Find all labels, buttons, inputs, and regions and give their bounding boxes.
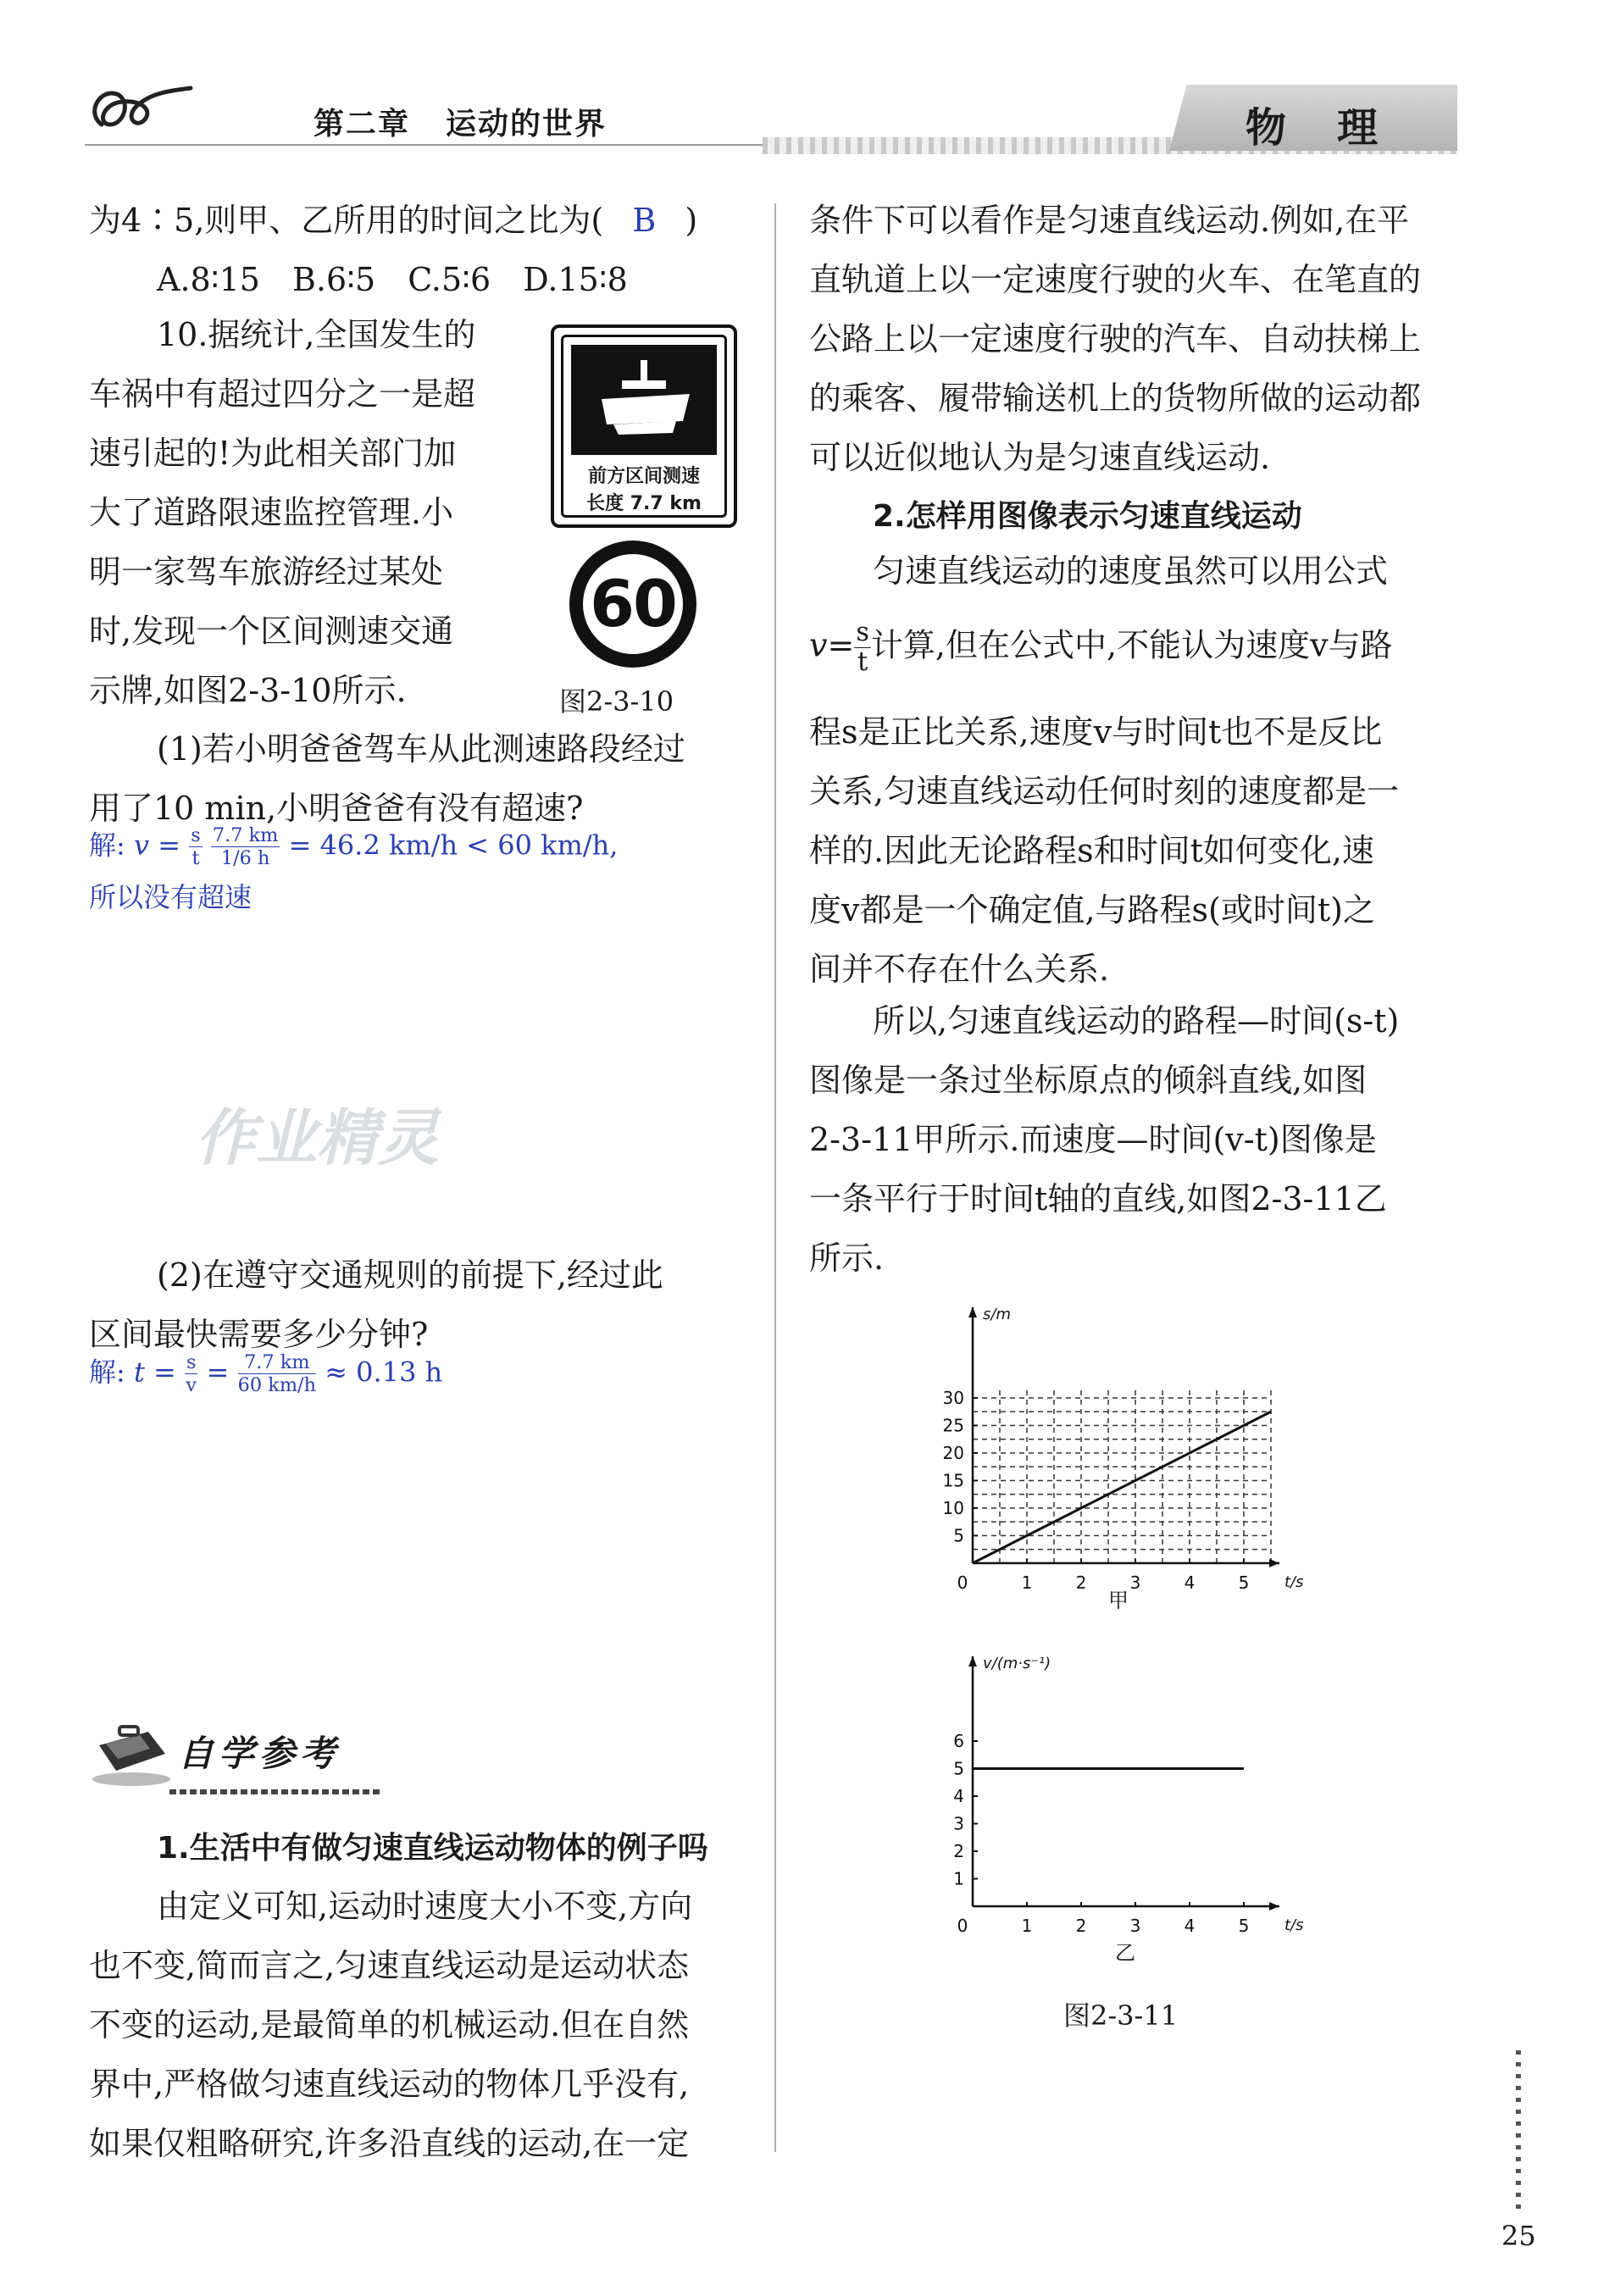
y-tick-label: 4 — [953, 1786, 964, 1806]
sol-result: = 46.2 km/h < 60 km/h, — [288, 829, 619, 862]
q9-answer: B — [632, 202, 657, 239]
sub1-line: (1)若小明爸爸驾车从此测速路段经过 — [157, 730, 685, 768]
subject-title: 物理 — [1246, 104, 1429, 152]
x-axis-arrow — [1269, 1559, 1279, 1567]
sol-result: ≈ 0.13 h — [325, 1356, 443, 1389]
sol-equals: = — [206, 1356, 230, 1389]
p3-line: 图像是一条过坐标原点的倾斜直线,如图 — [809, 1062, 1368, 1099]
st-graph — [932, 1301, 1339, 1614]
page-number: 25 — [1501, 2220, 1536, 2252]
x-tick-label: 5 — [1238, 1572, 1250, 1593]
y-tick-label: 10 — [942, 1498, 964, 1518]
y-tick-label: 30 — [942, 1388, 964, 1408]
y-tick-label: 2 — [953, 1841, 964, 1861]
y-axis-arrow — [968, 1656, 977, 1667]
y-tick-label: 25 — [942, 1415, 964, 1436]
x-tick-label: 3 — [1129, 1916, 1141, 1936]
sub2-line: 区间最快需要多少分钟? — [89, 1316, 429, 1353]
q10-line: 速引起的!为此相关部门加 — [89, 435, 457, 472]
q10-line: 示牌,如图2-3-10所示. — [89, 672, 407, 709]
y-axis-arrow — [968, 1307, 977, 1317]
p3-line: 所以,匀速直线运动的路程—时间(s-t) — [873, 1002, 1400, 1040]
p3-line: 一条平行于时间t轴的直线,如图2-3-11乙 — [809, 1180, 1387, 1217]
sol-var: v = — [133, 829, 181, 862]
y-tick-label: 6 — [953, 1731, 964, 1751]
x-axis-label: t/s — [1284, 1916, 1304, 1934]
fig-2-3-10-caption: 图2-3-10 — [559, 685, 674, 718]
sec1-line: 也不变,简而言之,匀速直线运动是运动状态 — [89, 1947, 690, 1984]
fig-2-3-11-caption: 图2-3-11 — [1063, 1999, 1179, 2032]
q10-line: 大了道路限速监控管理.小 — [89, 494, 454, 531]
p2-line: 程s是正比关系,速度v与时间t也不是反比 — [809, 713, 1383, 751]
q9-stem-text: 为4∶5,则甲、乙所用的时间之比为( — [89, 202, 604, 239]
p3-line: 2-3-11甲所示.而速度—时间(v-t)图像是 — [809, 1121, 1377, 1158]
chapter-number: 第二章 — [313, 107, 411, 141]
q9-stem-end — [89, 202, 697, 241]
p2-line-1: 匀速直线运动的速度虽然可以用公式 — [873, 552, 1389, 590]
x-tick-label: 3 — [1129, 1572, 1141, 1593]
x-tick-label: 5 — [1238, 1916, 1250, 1936]
sol-prefix: 解: — [89, 1356, 125, 1389]
briefcase-icon — [89, 1720, 174, 1788]
x-tick-label: 0 — [957, 1916, 968, 1936]
column-divider — [774, 203, 776, 2152]
fraction-s-over-t: $\frac{s}{t}$ — [856, 618, 869, 678]
p1-line: 公路上以一定速度行驶的汽车、自动扶梯上 — [809, 320, 1422, 358]
p2-line: 关系,匀速直线运动任何时刻的速度都是一 — [809, 773, 1400, 810]
y-tick-label: 15 — [942, 1470, 964, 1491]
x-tick-label: 4 — [1184, 1916, 1196, 1936]
chart-title: 甲 — [1108, 1589, 1129, 1612]
y-tick-label: 3 — [953, 1813, 964, 1834]
sub1-conclusion: 所以没有超速 — [89, 881, 252, 913]
speed-sign-figure — [551, 324, 737, 718]
section-2-title: 2.怎样用图像表示匀速直线运动 — [873, 499, 1302, 534]
section-speed-sign — [551, 324, 737, 528]
page-number-dots — [1516, 2050, 1521, 2211]
sub2-solution — [89, 1353, 442, 1395]
p1-line: 直轨道上以一定速度行驶的火车、在笔直的 — [809, 261, 1422, 298]
fraction-s-over-t: $\frac{s}{t}$ — [191, 824, 201, 870]
sec1-line: 由定义可知,运动时速度大小不变,方向 — [157, 1888, 693, 1925]
x-axis-label: t/s — [1284, 1573, 1304, 1591]
y-tick-label: 5 — [953, 1758, 964, 1779]
formula-rest: 计算,但在公式中,不能认为速度v与路 — [870, 626, 1393, 664]
y-axis-label: v/(m·s⁻¹) — [983, 1655, 1051, 1672]
y-tick-label: 5 — [953, 1525, 964, 1546]
sign-line-1: 前方区间测速 — [587, 466, 700, 487]
sec1-line: 如果仅粗略研究,许多沿直线的运动,在一定 — [89, 2125, 690, 2162]
sec1-line: 界中,严格做匀速直线运动的物体几乎没有, — [89, 2066, 690, 2103]
p2-line: 样的.因此无论路程s和时间t如何变化,速 — [809, 832, 1374, 869]
q10-line: 时,发现一个区间测速交通 — [89, 613, 454, 650]
x-tick-label: 1 — [1021, 1572, 1033, 1593]
vt-graph — [932, 1648, 1339, 1965]
q10-line: 10.据统计,全国发生的 — [157, 316, 476, 353]
p2-formula-line — [809, 620, 1393, 676]
speed-limit-sign — [569, 541, 696, 668]
fraction-distance-over-speed: $\frac{7.7 km}{60 km/h}$ — [237, 1351, 317, 1397]
chapter-logo-icon — [85, 78, 195, 137]
x-tick-label: 0 — [957, 1572, 968, 1593]
y-tick-label: 1 — [953, 1868, 964, 1889]
y-tick-label: 20 — [942, 1443, 964, 1463]
x-tick-label: 1 — [1021, 1916, 1033, 1936]
sol-var: t = — [133, 1356, 176, 1389]
p3-line: 所示. — [809, 1240, 885, 1277]
self-study-underline — [169, 1789, 381, 1794]
chart-title: 乙 — [1115, 1941, 1135, 1965]
fraction-distance-over-time: $\frac{7.7 km}{1/6 h}$ — [212, 824, 279, 870]
chapter-title: 运动的世界 — [446, 107, 608, 141]
y-axis-label: s/m — [983, 1306, 1011, 1323]
chapter-heading — [313, 100, 607, 143]
q9-bracket-close: ) — [685, 202, 698, 239]
series-line — [973, 1411, 1271, 1563]
q9-options: A.8∶15 B.6∶5 C.5∶6 D.15∶8 — [157, 261, 628, 298]
speed-limit-value: 60 — [590, 566, 676, 641]
sub2-line: (2)在遵守交通规则的前提下,经过此 — [157, 1256, 663, 1294]
x-axis-arrow — [1269, 1902, 1279, 1911]
sub1-line: 用了10 min,小明爸爸有没有超速? — [89, 790, 584, 827]
sec1-line: 不变的运动,是最简单的机械运动.但在自然 — [89, 2006, 690, 2044]
p1-line: 条件下可以看作是匀速直线运动.例如,在平 — [809, 202, 1410, 239]
self-study-title: 自学参考 — [178, 1733, 341, 1774]
p2-line: 间并不存在什么关系. — [809, 951, 1110, 988]
p2-line: 度v都是一个确定值,与路程s(或时间t)之 — [809, 891, 1375, 929]
q10-line: 明一家驾车旅游经过某处 — [89, 553, 444, 591]
x-tick-label: 2 — [1075, 1572, 1087, 1593]
sol-prefix: 解: — [89, 829, 125, 862]
camera-icon — [588, 352, 700, 445]
sign-line-2: 长度 7.7 km — [586, 493, 702, 514]
x-tick-label: 4 — [1184, 1572, 1196, 1593]
x-tick-label: 2 — [1075, 1916, 1087, 1936]
sub1-solution — [89, 826, 618, 868]
q10-line: 车祸中有超过四分之一是超 — [89, 375, 476, 413]
fraction-s-over-v: $\frac{s}{v}$ — [186, 1351, 197, 1397]
p1-line: 可以近似地认为是匀速直线运动. — [809, 439, 1271, 476]
section-1-title: 1.生活中有做匀速直线运动物体的例子吗 — [157, 1831, 708, 1866]
p1-line: 的乘客、履带输送机上的货物所做的运动都 — [809, 380, 1422, 417]
formula-lhs: v= — [809, 626, 855, 664]
watermark: 作业精灵 — [195, 1102, 440, 1173]
